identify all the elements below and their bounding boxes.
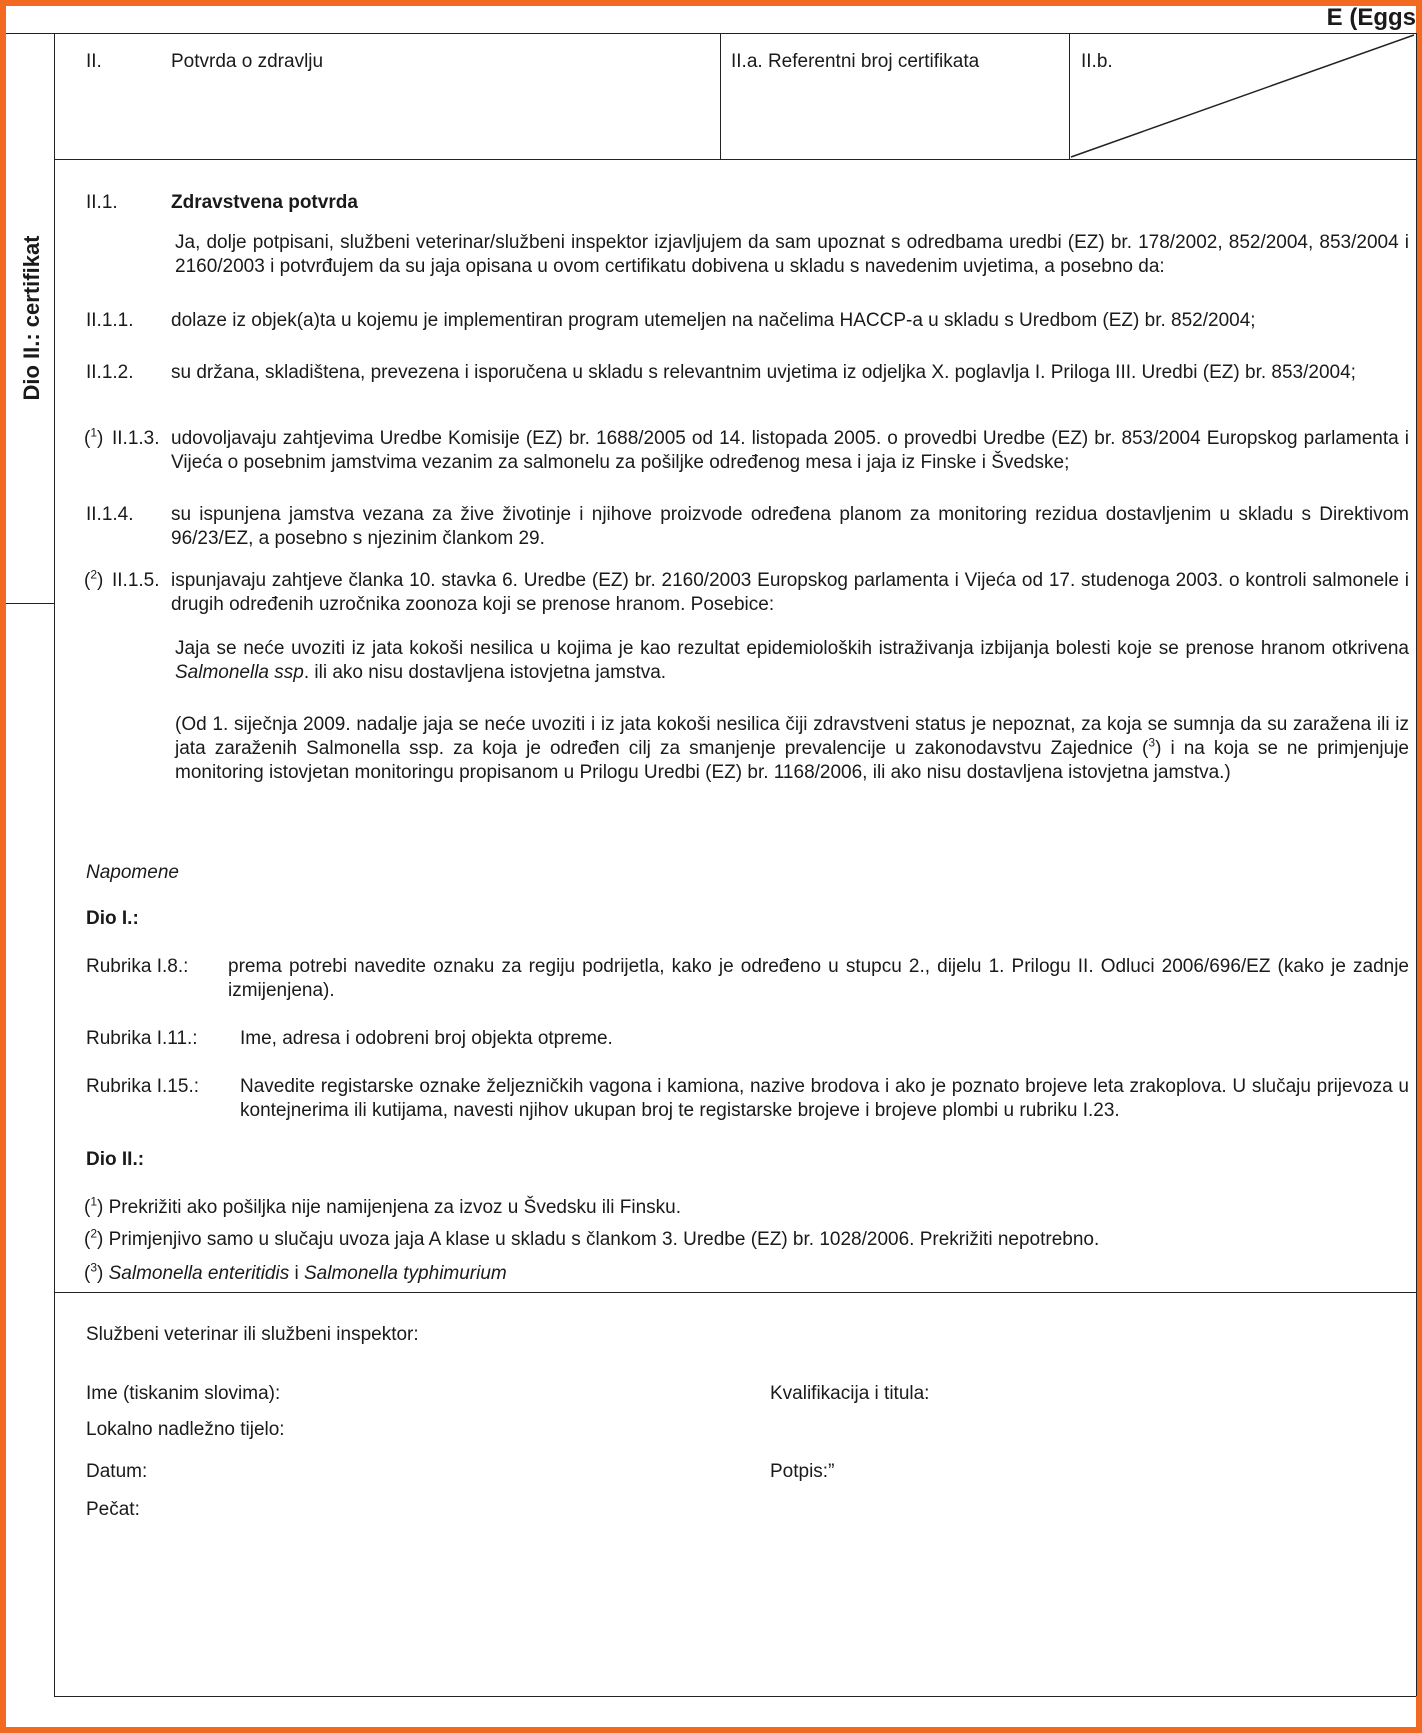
section-title: Zdravstvena potvrda	[171, 192, 358, 213]
date-label: Datum:	[86, 1461, 148, 1482]
footnote: ($^1$) Prekrižiti ako pošiljka nije namijenjena za izvoz u Švedsku ili Finsku.	[84, 1194, 681, 1218]
side-label-rule	[6, 603, 54, 604]
authority-label: Lokalno nadležno tijelo:	[86, 1419, 285, 1440]
iib-strike-diagonal	[1069, 33, 1416, 159]
footnote-ref: 1	[90, 425, 98, 440]
header-bottom-rule	[54, 159, 1416, 160]
footnote-ref: 2	[90, 567, 98, 582]
signature-top-rule	[54, 1292, 1416, 1293]
signature-title: Službeni veterinar ili službeni inspektor:	[86, 1324, 419, 1345]
part2-title: Dio II.:	[86, 1149, 145, 1170]
qualification-label: Kvalifikacija i titula:	[770, 1383, 930, 1404]
part1-title: Dio I.:	[86, 908, 139, 929]
signature-label: Potpis:”	[770, 1461, 835, 1482]
salmonella-paragraph: Jaja se neće uvoziti iz jata kokoši nesilica u kojima je kao rezultat epidemioloških istraživanja izbijanja bolesti koje se prenose hranom otkrivena Salmonella ssp. ili ako nisu dostavljena istovjetna jamstva.	[175, 638, 1409, 683]
item-footnote-prefix: ($^1$)	[84, 425, 104, 449]
item-number: II.1.4.	[86, 504, 134, 525]
footnote: ($^2$) Primjenjivo samo u slučaju uvoza jaja A klase u skladu s člankom 3. Uredbe (EZ) br. 1028/2006. Prekrižiti nepotrebno.	[84, 1226, 1100, 1250]
item-text: udovoljavaju zahtjevima Uredbe Komisije (EZ) br. 1688/2005 od 14. listopada 2005. o provedbi Uredbe (EZ) br. 853/2004 Europskog parlamenta i Vijeća o posebnim jamstvima vezanim za salmonelu za pošiljke određenog mesa i jaja iz Finske i Švedske;	[171, 428, 1409, 473]
item-number: II.1.1.	[86, 310, 134, 331]
corner-label: E (Eggs	[1326, 4, 1416, 31]
footnote-ref: 3	[1148, 735, 1156, 750]
left-column-rule	[54, 33, 55, 1696]
item-text: ispunjavaju zahtjeve članka 10. stavka 6. Uredbe (EZ) br. 2160/2003 Europskog parlamenta i Vijeća od 17. studenoga 2003. o kontroli salmonele i drugih određenih uzročnika zoonoza koji se prenose hranom. Posebice:	[171, 570, 1409, 615]
reference-number-label: II.a. Referentni broj certifikata	[731, 51, 980, 72]
rubric-label: Rubrika I.8.:	[86, 956, 189, 977]
section-intro: Ja, dolje potpisani, službeni veterinar/službeni inspektor izjavljujem da sam upoznat s odredbama uredbi (EZ) br. 178/2002, 852/2004, 853/2004 i 2160/2003 i potvrđujem da su jaja opisana u ovom certifikatu dobivena u skladu s navedenim uvjetima, a posebno da:	[175, 232, 1409, 277]
header-divider-1	[720, 33, 721, 159]
stamp-label: Pečat:	[86, 1499, 140, 1520]
item-number: II.1.2.	[86, 362, 134, 383]
side-label: Dio II.: certifikat	[19, 235, 44, 401]
bottom-rule	[54, 1696, 1416, 1697]
iib-label: II.b.	[1081, 51, 1113, 72]
item-number: II.1.5.	[112, 570, 160, 591]
section-number: II.1.	[86, 192, 118, 213]
rubric-label: Rubrika I.11.:	[86, 1028, 198, 1049]
right-rule	[1416, 33, 1417, 1696]
notes-title: Napomene	[86, 862, 179, 883]
transition-paragraph: (Od 1. siječnja 2009. nadalje jaja se neće uvoziti i iz jata kokoši nesilica čiji zdravstveni status je nepoznat, za koja se sumnja da su zaražena ili iz jata zaraženih Salmonella ssp. za koja je određen cilj za smanjenje prevalencije u zakonodavstvu Zajednice ($^3$) i na koja se ne primjenjuje monitoring istovjetan monitoringu propisanom u Prilogu Uredbi (EZ) br. 1168/2006, ili ako nisu dostavljena istovjetna jamstva.)	[175, 714, 1409, 783]
header-number: II.	[86, 51, 102, 72]
salmonella-term: Salmonella ssp	[175, 662, 304, 683]
item-text: dolaze iz objek(a)ta u kojemu je implementiran program utemeljen na načelima HACCP-a u skladu s Uredbom (EZ) br. 852/2004;	[171, 310, 1256, 331]
item-text: su držana, skladištena, prevezena i isporučena u skladu s relevantnim uvjetima iz odjeljka X. poglavlja I. Priloga III. Uredbi (EZ) br. 853/2004;	[171, 362, 1356, 383]
rubric-label: Rubrika I.15.:	[86, 1076, 199, 1097]
header-title: Potvrda o zdravlju	[171, 51, 324, 72]
footnote: ($^3$) Salmonella enteritidis i Salmonella typhimurium	[84, 1260, 507, 1284]
item-text: su ispunjena jamstva vezana za žive životinje i njihove proizvode određena planom za monitoring rezidua dostavljenim u skladu s Direktivom 96/23/EZ, a posebno s njezinim člankom 29.	[171, 504, 1409, 549]
item-number: II.1.3.	[112, 428, 160, 449]
name-label: Ime (tiskanim slovima):	[86, 1383, 281, 1404]
rubric-text: Navedite registarske oznake željezničkih vagona i kamiona, nazive brodova i ako je poznato brojeve leta zrakoplova. U slučaju prijevoza u kontejnerima ili kutijama, navesti njihov ukupan broj te registarske brojeve i brojeve plombi u rubriku I.23.	[240, 1076, 1409, 1121]
item-footnote-prefix: ($^2$)	[84, 567, 104, 591]
rubric-text: Ime, adresa i odobreni broj objekta otpreme.	[240, 1028, 613, 1049]
rubric-text: prema potrebi navedite oznaku za regiju podrijetla, kako je određeno u stupcu 2., dijelu 1. Prilogu II. Odluci 2006/696/EZ (kako je zadnje izmijenjena).	[228, 956, 1409, 1001]
